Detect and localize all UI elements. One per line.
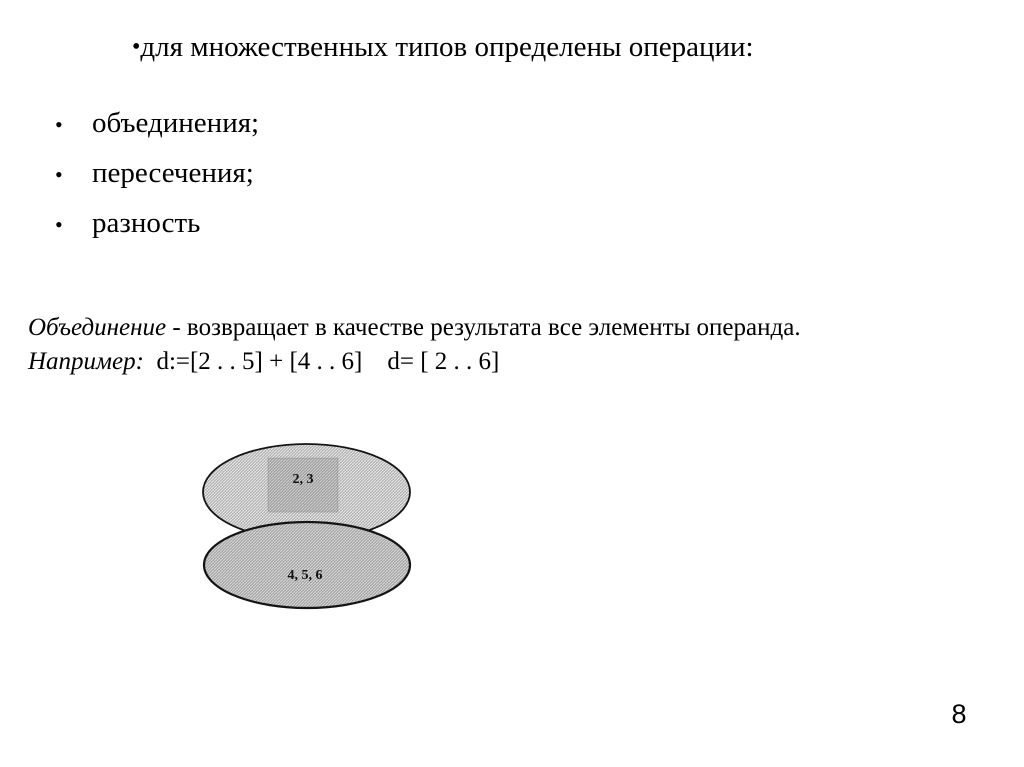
bullet-dot-icon: • (55, 212, 63, 237)
union-description (28, 311, 801, 379)
term-word: Объединение (28, 314, 167, 341)
bullet-dot-icon: • (55, 162, 63, 187)
description-line (28, 311, 801, 345)
list-item-label: объединения; (92, 107, 260, 139)
list-item (55, 106, 259, 140)
bottom-set-label: 4, 5, 6 (287, 568, 323, 583)
union-venn-diagram (160, 420, 480, 640)
bottom-set-ellipse (204, 522, 410, 608)
slide-title: для множественных типов определены операции: (140, 31, 754, 63)
example-word: Например: (28, 348, 144, 375)
slide-title-line (132, 28, 754, 66)
bullet-dot-icon: • (55, 112, 63, 137)
operations-bullet-list (55, 106, 259, 256)
list-item-label: пересечения; (92, 157, 254, 189)
list-item-label: разность (92, 207, 201, 239)
title-bullet: • (132, 34, 141, 60)
list-item (55, 156, 259, 190)
top-set-label: 2, 3 (292, 472, 314, 487)
description-text: - возвращает в качестве результата все элементы операнда. (166, 314, 801, 341)
slide-page-number: 8 (951, 699, 967, 729)
example-expression: d:=[2 . . 5] + [4 . . 6] d= [ 2 . . 6] (143, 348, 500, 375)
list-item (55, 206, 259, 240)
example-line (28, 345, 801, 379)
